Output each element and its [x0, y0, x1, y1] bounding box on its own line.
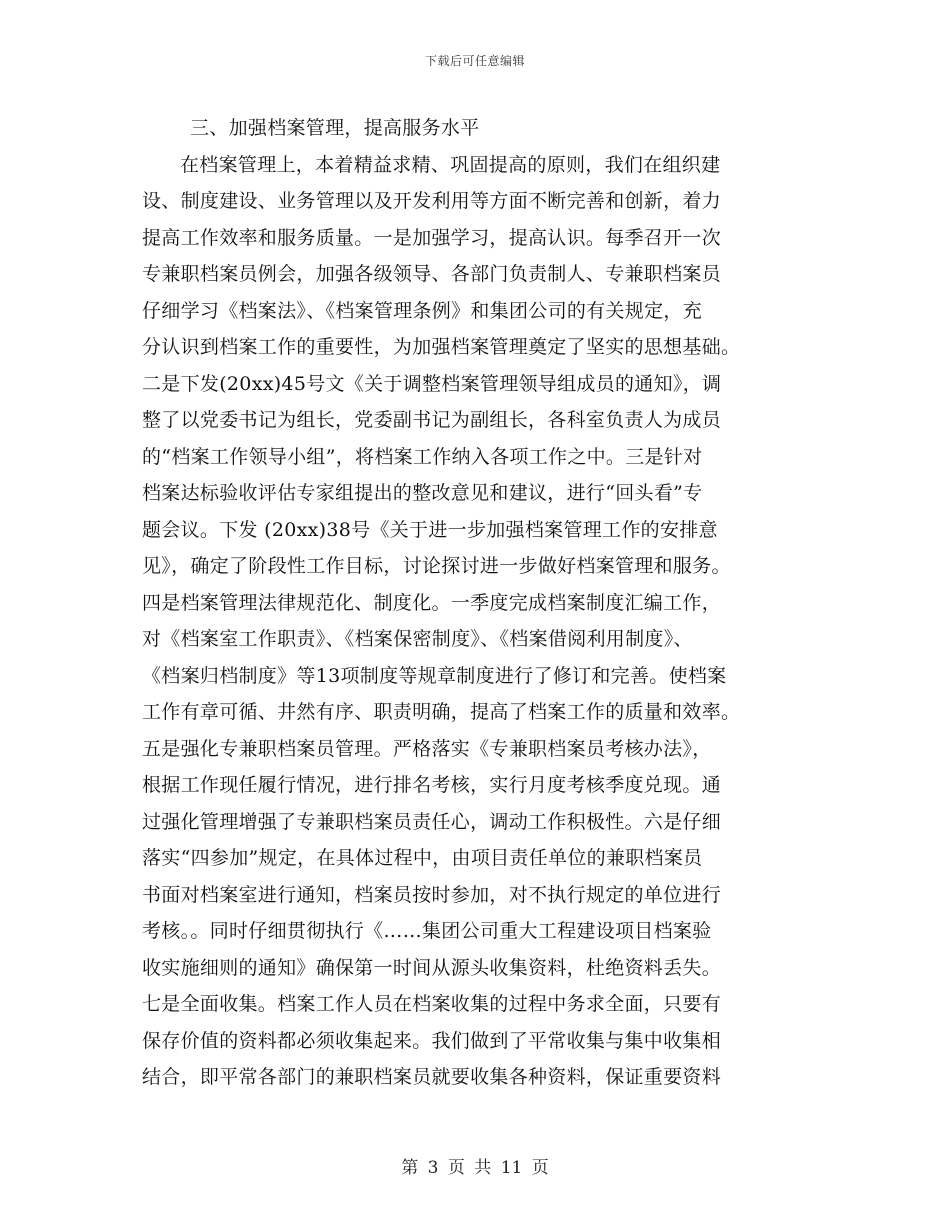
paragraph-line: 七是全面收集。档案工作人员在档案收集的过程中务求全面，只要有 [142, 993, 722, 1015]
paragraph-line: 保存价值的资料都必须收集起来。我们做到了平常收集与集中收集相 [142, 1029, 722, 1052]
paragraph-line: 题会议。下发 (20xx)38号《关于进一步加强档案管理工作的安排意 [142, 518, 718, 541]
paragraph-line: 工作有章可循、井然有序、职责明确，提高了档案工作的质量和效率。 [142, 701, 741, 723]
paragraph-line: 对《档案室工作职责》、《档案保密制度》、《档案借阅利用制度》、 [142, 628, 693, 650]
paragraph-line: 结合，即平常各部门的兼职档案员就要收集各种资料，保证重要资料 [142, 1066, 722, 1088]
paragraph-line: 落实“四参加”规定，在具体过程中，由项目责任单位的兼职档案员 [142, 847, 703, 869]
paragraph-line: 整了以党委书记为组长，党委副书记为副组长，各科室负责人为成员 [142, 409, 722, 431]
paragraph-line: 四是档案管理法律规范化、制度化。一季度完成档案制度汇编工作， [142, 591, 722, 614]
page-footer: 第 3 页 共 11 页 [401, 1158, 549, 1178]
paragraph-line: 分认识到档案工作的重要性，为加强档案管理奠定了坚实的思想基础。 [142, 336, 741, 358]
paragraph-line: 的“档案工作领导小组”，将档案工作纳入各项工作之中。三是针对 [142, 445, 703, 468]
paragraph-line: 过强化管理增强了专兼职档案员责任心，调动工作积极性。六是仔细 [142, 810, 722, 833]
paragraph-line: 见》，确定了阶段性工作目标，讨论探讨进一步做好档案管理和服务。 [142, 555, 731, 577]
section-heading: 三、加强档案管理，提高服务水平 [190, 117, 480, 139]
paragraph-line: 在档案管理上，本着精益求精、巩固提高的原则，我们在组织建 [180, 153, 721, 176]
paragraph-line: 《档案归档制度》等13项制度等规章制度进行了修订和完善。使档案 [142, 664, 727, 687]
paragraph-line: 收实施细则的通知》确保第一时间从源头收集资料，杜绝资料丢失。 [142, 956, 722, 979]
paragraph-line: 书面对档案室进行通知，档案员按时参加，对不执行规定的单位进行 [142, 883, 722, 906]
paragraph-line: 考核。。同时仔细贯彻执行《……集团公司重大工程建设项目档案验 [142, 920, 712, 942]
paragraph-line: 二是下发(20xx)45号文《关于调整档案管理领导组成员的通知》，调 [142, 372, 722, 395]
paragraph-line: 专兼职档案员例会，加强各级领导、各部门负责制人、专兼职档案员 [142, 263, 722, 285]
paragraph-line: 档案达标验收评估专家组提出的整改意见和建议，进行“回头看”专 [142, 482, 703, 504]
paragraph-line: 提高工作效率和服务质量。一是加强学习，提高认识。每季召开一次 [142, 226, 722, 249]
paragraph-line: 五是强化专兼职档案员管理。严格落实《专兼职档案员考核办法》， [142, 737, 712, 760]
paragraph-line: 根据工作现任履行情况，进行排名考核，实行月度考核季度兑现。通 [142, 774, 722, 796]
page-header: 下载后可任意编辑 [424, 54, 525, 68]
paragraph-line: 仔细学习《档案法》、《档案管理条例》和集团公司的有关规定，充 [142, 299, 703, 322]
paragraph-line: 设、制度建设、业务管理以及开发利用等方面不断完善和创新，着力 [142, 190, 722, 212]
document-body [142, 110, 802, 1096]
